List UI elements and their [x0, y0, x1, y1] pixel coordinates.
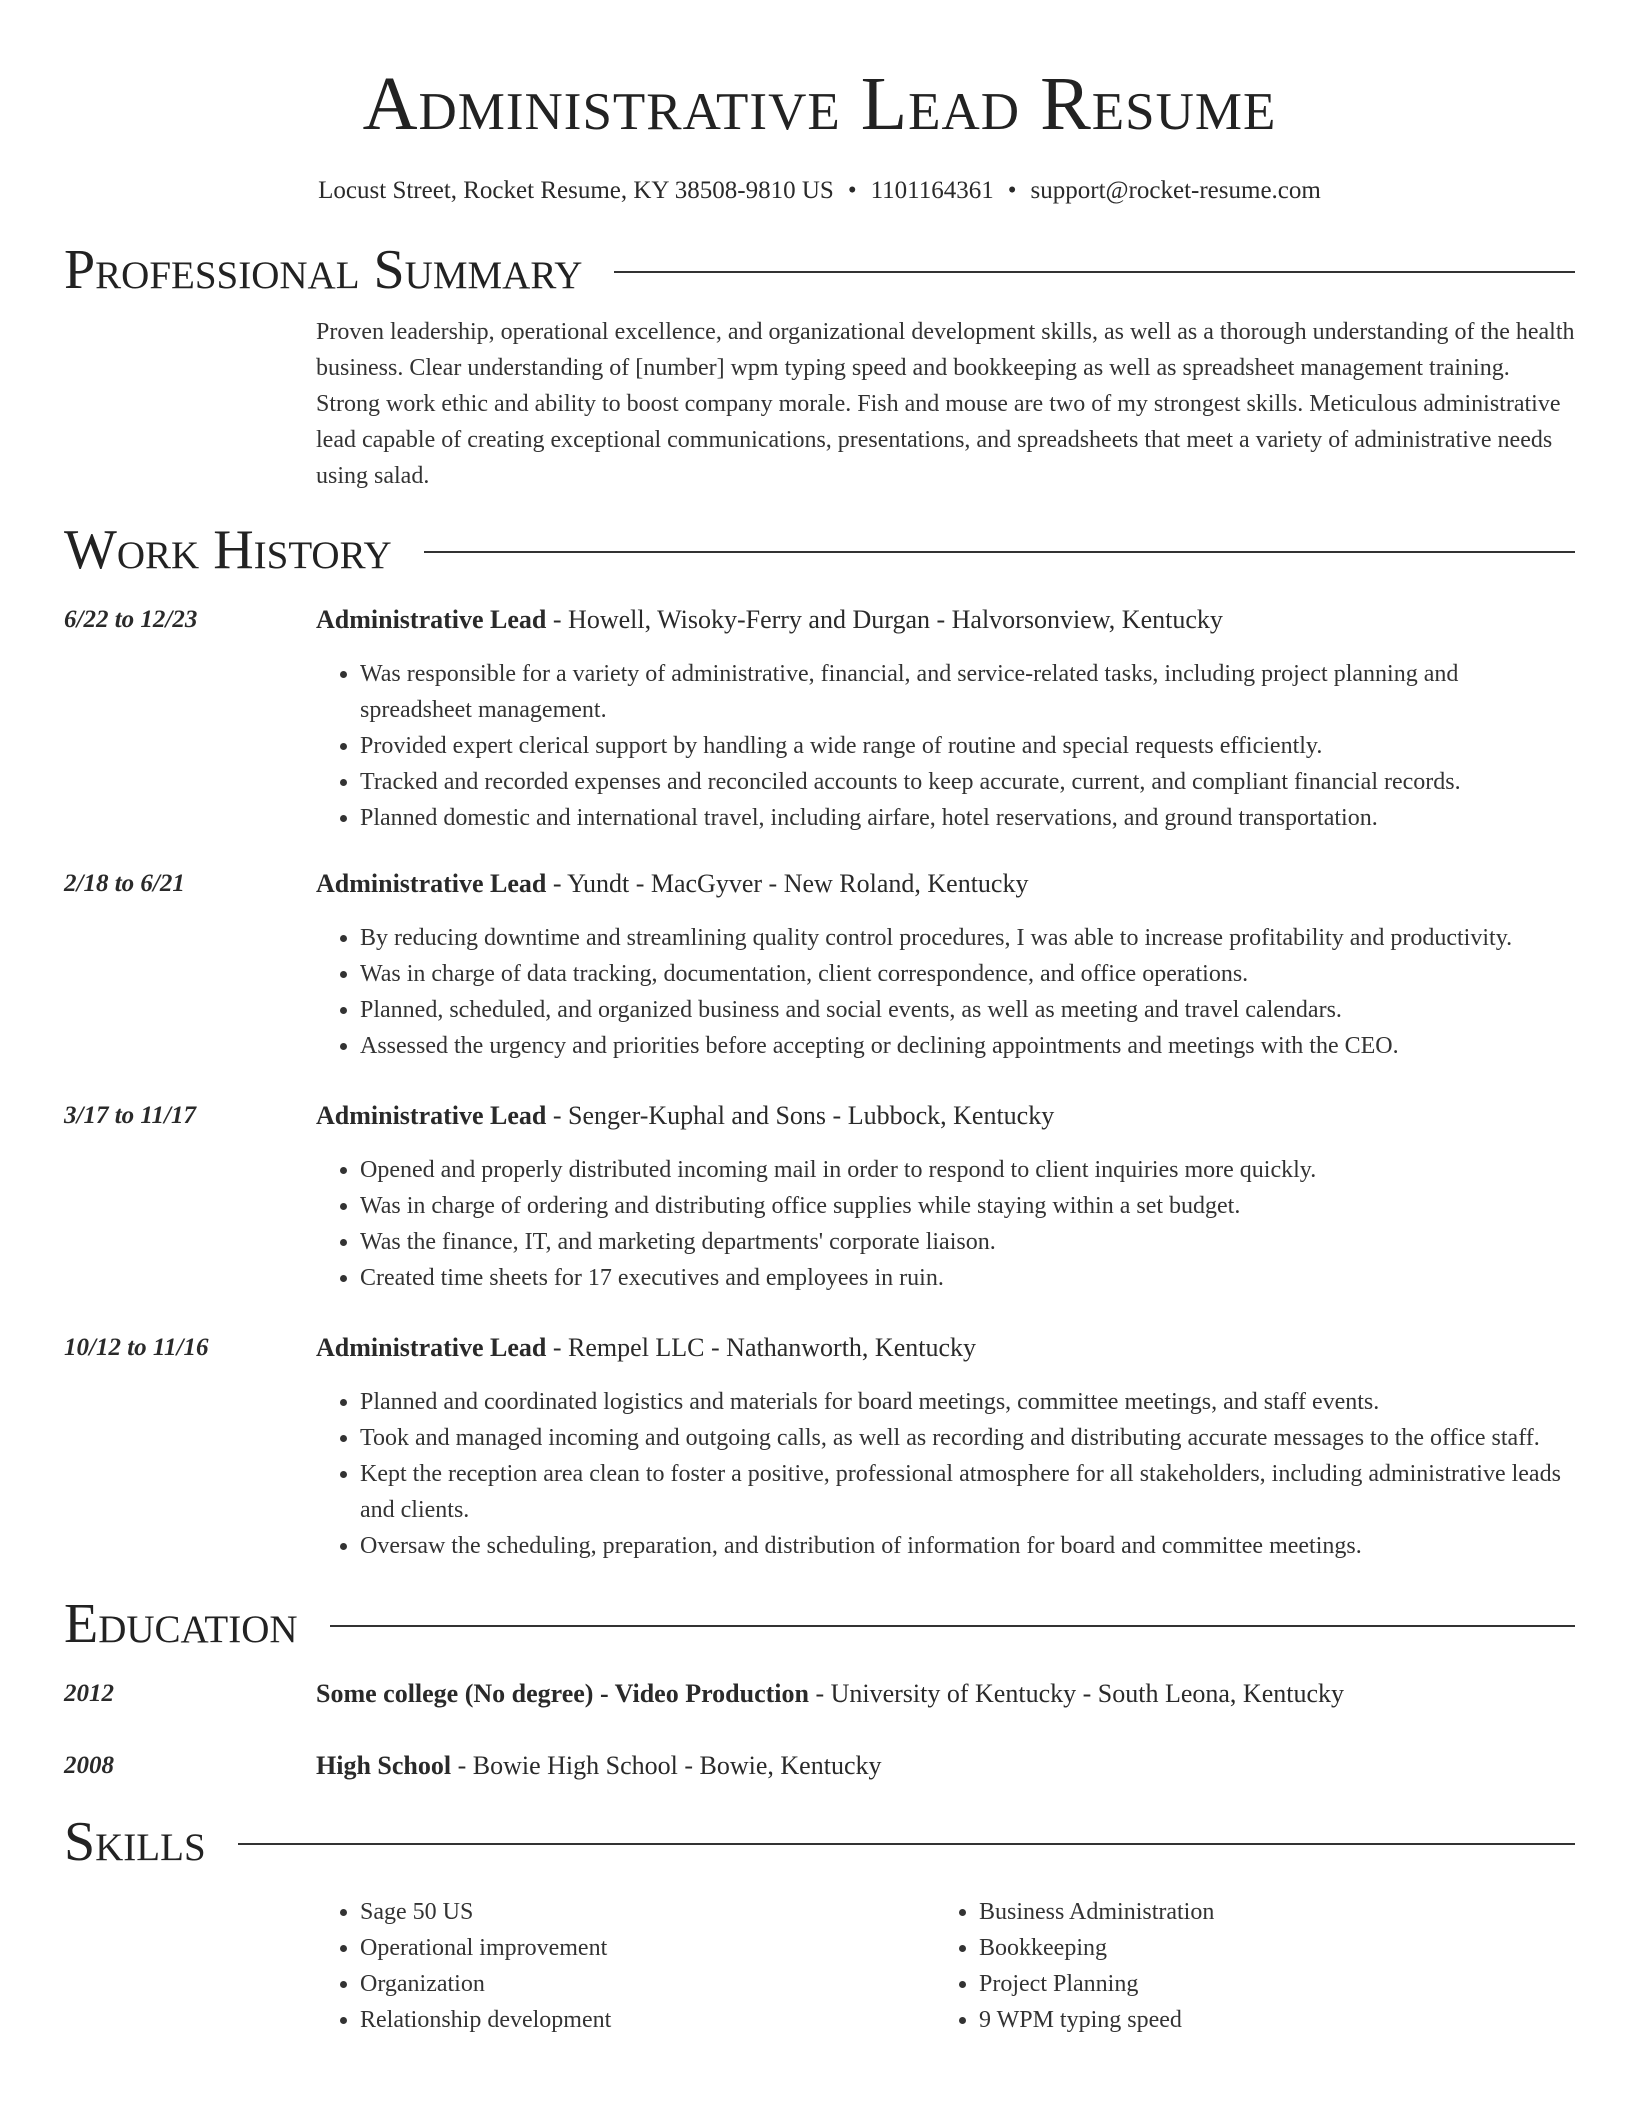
resume-page — [64, 0, 1575, 2038]
education-entry — [64, 1748, 1575, 1784]
section-divider — [238, 1843, 1575, 1845]
job-bullet: • Tracked and recorded expenses and reconciled accounts to keep accurate, current, and compliant financial records. — [360, 764, 1575, 800]
job-bullet: • Was responsible for a variety of administrative, financial, and service-related tasks, including project planning and spreadsheet management. — [360, 656, 1575, 728]
job-details: - Howell, Wisoky-Ferry and Durgan - Halvorsonview, Kentucky — [546, 605, 1223, 634]
skill-item: • Operational improvement — [360, 1930, 935, 1966]
work-heading: Work History — [64, 519, 392, 581]
job-bullet: • Kept the reception area clean to foster a positive, professional atmosphere for all stakeholders, including administrative leads and clients. — [360, 1456, 1575, 1528]
contact-email: support@rocket-resume.com — [1030, 177, 1321, 204]
job-details: - Yundt - MacGyver - New Roland, Kentucky — [546, 869, 1029, 898]
job-entry — [64, 602, 1575, 836]
education-degree: High School — [316, 1751, 452, 1780]
job-details: - Senger-Kuphal and Sons - Lubbock, Kentucky — [546, 1101, 1055, 1130]
section-divider — [424, 551, 1575, 553]
job-heading — [316, 1098, 1575, 1134]
job-title: Administrative Lead — [316, 1333, 547, 1362]
job-entry — [64, 866, 1575, 1064]
skill-item: • Relationship development — [360, 2002, 935, 2038]
job-dates: 10/12 to 11/16 — [64, 1334, 209, 1361]
skills-column-right — [935, 1894, 1554, 2038]
contact-line — [64, 176, 1575, 206]
education-degree: Some college (No degree) - Video Production — [316, 1679, 809, 1708]
skill-item: • Bookkeeping — [979, 1930, 1554, 1966]
job-bullet: • Was in charge of data tracking, documentation, client correspondence, and office operations. — [360, 956, 1575, 992]
job-dates: 2/18 to 6/21 — [64, 870, 185, 897]
job-content — [316, 1098, 1575, 1296]
job-bullet: • Assessed the urgency and priorities before accepting or declining appointments and meetings with the CEO. — [360, 1028, 1575, 1064]
job-dates: 3/17 to 11/17 — [64, 1102, 196, 1129]
skills-section-header — [64, 1810, 1575, 1874]
job-content — [316, 1330, 1575, 1564]
job-bullet: • Was in charge of ordering and distributing office supplies while staying within a set budget. — [360, 1188, 1575, 1224]
summary-section-header — [64, 238, 1575, 302]
job-bullets — [316, 1152, 1575, 1296]
job-bullets — [316, 920, 1575, 1064]
education-year: 2008 — [64, 1752, 114, 1779]
job-dates: 6/22 to 12/23 — [64, 606, 198, 633]
job-entry — [64, 1098, 1575, 1296]
job-bullet: • Planned domestic and international travel, including airfare, hotel reservations, and ground transportation. — [360, 800, 1575, 836]
skill-item: • Sage 50 US — [360, 1894, 935, 1930]
job-bullet: • Took and managed incoming and outgoing calls, as well as recording and distributing accurate messages to the office staff. — [360, 1420, 1575, 1456]
section-divider — [614, 271, 1575, 273]
summary-text: Proven leadership, operational excellence, and organizational development skills, as well as a thorough understanding of the health business. Clear understanding of [number] wpm typing speed and bookkeeping as well as spreadsheet management training. Strong work ethic and ability to boost company morale. Fish and mouse are two of my strongest skills. Meticulous administrative lead capable of creating exceptional communications, presentations, and spreadsheets that meet a variety of administrative needs using salad. — [316, 319, 1575, 489]
job-details: - Rempel LLC - Nathanworth, Kentucky — [546, 1333, 976, 1362]
education-details: - Bowie High School - Bowie, Kentucky — [451, 1751, 882, 1780]
contact-separator: • — [1007, 177, 1017, 204]
education-heading: Education — [64, 1593, 298, 1655]
skills-list — [316, 1894, 1575, 2038]
education-heading-line — [316, 1676, 1575, 1712]
skill-item: • Business Administration — [979, 1894, 1554, 1930]
education-details: - University of Kentucky - South Leona, Kentucky — [808, 1679, 1344, 1708]
job-entry — [64, 1330, 1575, 1564]
job-content — [316, 866, 1575, 1064]
work-section-header — [64, 518, 1575, 582]
contact-address: Locust Street, Rocket Resume, KY 38508-9810 US — [318, 177, 834, 204]
job-bullet: • Opened and properly distributed incoming mail in order to respond to client inquiries more quickly. — [360, 1152, 1575, 1188]
job-heading — [316, 1330, 1575, 1366]
job-bullets — [316, 656, 1575, 836]
job-content — [316, 602, 1575, 836]
skills-column-left — [316, 1894, 935, 2038]
job-bullet: • Provided expert clerical support by handling a wide range of routine and special requests efficiently. — [360, 728, 1575, 764]
job-bullet: • Created time sheets for 17 executives and employees in ruin. — [360, 1260, 1575, 1296]
contact-separator: • — [847, 177, 857, 204]
education-year: 2012 — [64, 1680, 114, 1707]
job-bullet: • Planned, scheduled, and organized business and social events, as well as meeting and travel calendars. — [360, 992, 1575, 1028]
resume-title: Administrative Lead Resume — [362, 62, 1277, 146]
job-title: Administrative Lead — [316, 869, 547, 898]
skill-item: • Organization — [360, 1966, 935, 2002]
skill-item: • Project Planning — [979, 1966, 1554, 2002]
skill-item: • 9 WPM typing speed — [979, 2002, 1554, 2038]
job-title: Administrative Lead — [316, 1101, 547, 1130]
summary-heading: Professional Summary — [64, 239, 583, 301]
job-heading — [316, 602, 1575, 638]
education-section-header — [64, 1592, 1575, 1656]
job-bullet: • Planned and coordinated logistics and materials for board meetings, committee meetings, and staff events. — [360, 1384, 1575, 1420]
section-divider — [330, 1625, 1575, 1627]
job-bullet: • By reducing downtime and streamlining quality control procedures, I was able to increase profitability and productivity. — [360, 920, 1575, 956]
education-heading-line — [316, 1748, 1575, 1784]
job-heading — [316, 866, 1575, 902]
job-bullet: • Oversaw the scheduling, preparation, and distribution of information for board and committee meetings. — [360, 1528, 1575, 1564]
contact-phone: 1101164361 — [870, 177, 994, 204]
skills-heading: Skills — [64, 1811, 206, 1873]
education-entry — [64, 1676, 1575, 1712]
job-title: Administrative Lead — [316, 605, 547, 634]
job-bullets — [316, 1384, 1575, 1564]
job-bullet: • Was the finance, IT, and marketing departments' corporate liaison. — [360, 1224, 1575, 1260]
